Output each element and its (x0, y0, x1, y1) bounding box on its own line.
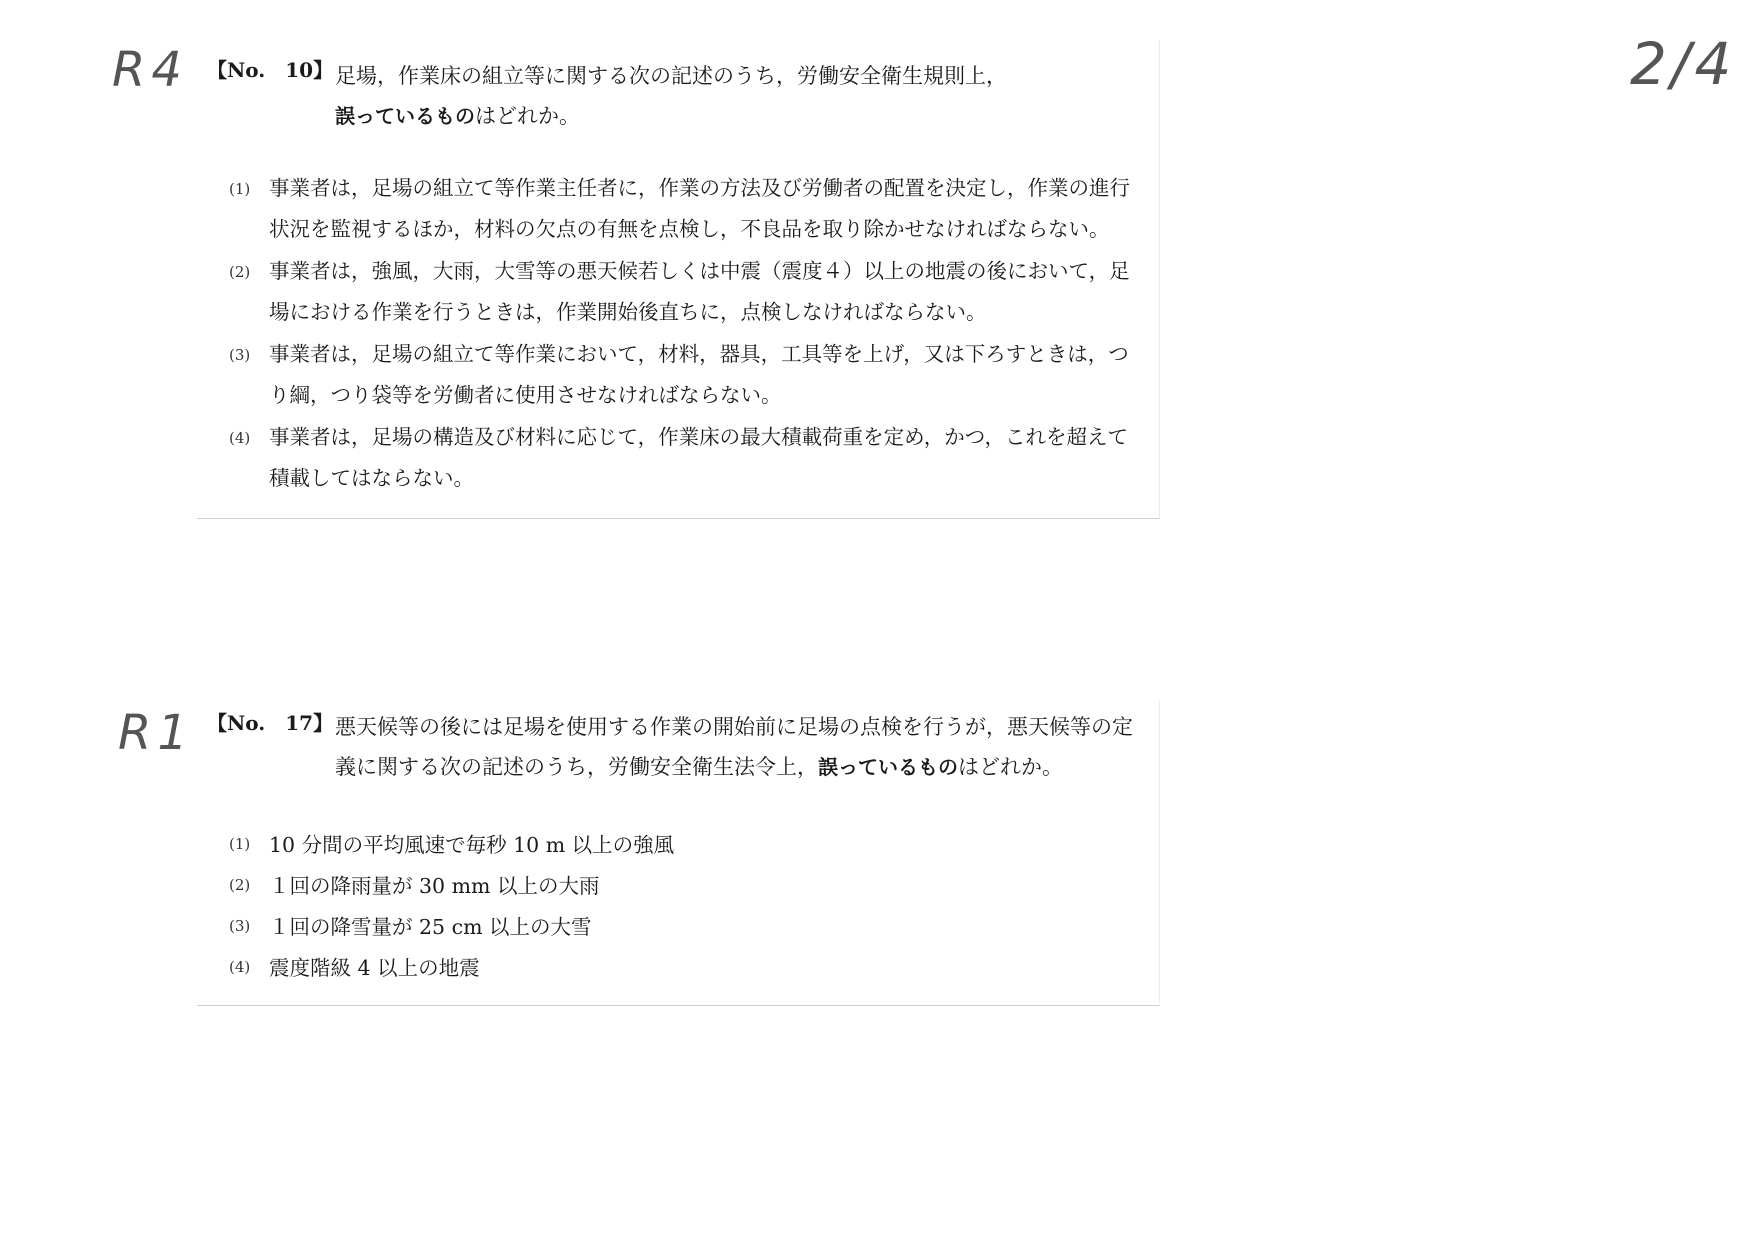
option-number: (4) (229, 429, 251, 447)
option-number: (3) (229, 917, 251, 935)
option-number: (4) (229, 958, 251, 976)
question-stem (335, 56, 1147, 136)
handwritten-page-number: 2/4 (1630, 30, 1736, 98)
option-text: 事業者は，足場の構造及び材料に応じて，作業床の最大積載荷重を定め，かつ，これを超えて積載してはならない。 (269, 425, 1128, 490)
option-text: １回の降雪量が 25 cm 以上の大雪 (269, 915, 592, 939)
option-text: 事業者は，足場の組立て等作業主任者に，作業の方法及び労働者の配置を決定し，作業の進行状況を監視するほか，材料の欠点の有無を点検し，不良品を取り除かせなければならない。 (269, 176, 1130, 241)
option-number: (1) (229, 835, 251, 853)
option-number: (2) (229, 876, 251, 894)
option-number: (1) (229, 180, 251, 198)
option-text: １回の降雨量が 30 mm 以上の大雨 (269, 874, 600, 898)
option-text: 事業者は，足場の組立て等作業において，材料，器具，工具等を上げ，又は下ろすときは，つり綱，つり袋等を労働者に使用させなければならない。 (269, 342, 1129, 407)
option-3 (229, 334, 1143, 416)
option-number: (3) (229, 346, 251, 364)
handwritten-tag-r1: R1 (118, 705, 194, 761)
option-4 (229, 417, 1143, 499)
option-1 (229, 825, 1143, 866)
stem-text-end: はどれか。 (475, 104, 580, 128)
stem-emphasis: 誤っているもの (818, 755, 958, 779)
stem-text: 足場，作業床の組立等に関する次の記述のうち，労働安全衛生規則上， (335, 64, 1007, 88)
option-1 (229, 168, 1143, 250)
option-2 (229, 251, 1143, 333)
option-text: 事業者は，強風，大雨，大雪等の悪天候若しくは中震（震度４）以上の地震の後において，足場における作業を行うときは，作業開始後直ちに，点検しなければならない。 (269, 259, 1130, 324)
question-17-clipping (197, 700, 1160, 1006)
question-stem (335, 707, 1147, 787)
stem-text-end: はどれか。 (958, 755, 1063, 779)
option-3 (229, 907, 1143, 948)
option-4 (229, 948, 1143, 989)
stem-text: 悪天候等の後には足場を使用する作業の開始前に足場の点検を行うが，悪天候等の定義に関する次の記述のうち，労働安全衛生法令上， (335, 715, 1133, 779)
option-list (229, 168, 1143, 500)
option-list (229, 825, 1143, 989)
handwritten-tag-r4: R4 (112, 42, 188, 98)
question-number: 【No. 17】 (207, 711, 334, 735)
stem-emphasis: 誤っているもの (335, 104, 475, 128)
question-number: 【No. 10】 (207, 58, 334, 82)
option-2 (229, 866, 1143, 907)
option-number: (2) (229, 263, 251, 281)
question-10-clipping (197, 40, 1160, 519)
option-text: 10 分間の平均風速で毎秒 10 m 以上の強風 (269, 833, 675, 857)
option-text: 震度階級 4 以上の地震 (269, 956, 480, 980)
